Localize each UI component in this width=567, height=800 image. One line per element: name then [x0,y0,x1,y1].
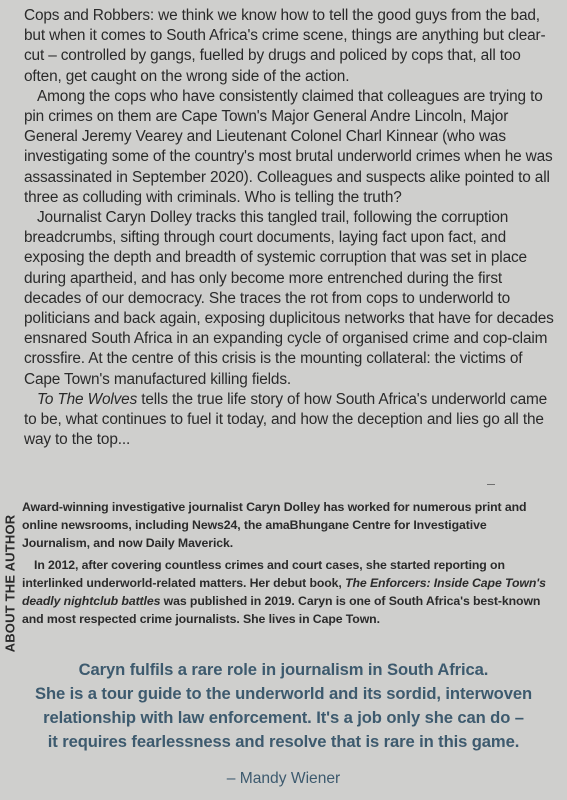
author-bio-paragraph-1: Award-winning investigative journalist Caryn Dolley has worked for numerous print and online newsrooms, including News24, the amaBhungane Centre for Investigative Journalism, and now Daily Maverick. [22,500,527,550]
about-author-label-text: ABOUT THE AUTHOR [2,514,18,652]
endorsement-quote [0,658,567,754]
section-divider [487,484,495,485]
author-bio-paragraph-2-end: was published in 2019. Caryn is one of South Africa's best-known and most respected crime journalists. She lives in Cape Town. [22,593,541,626]
quote-line-2: She is a tour guide to the underworld and its sordid, interwoven [35,684,532,703]
blurb-paragraph-1: Cops and Robbers: we think we know how to tell the good guys from the bad, but when it comes to South Africa's crime scene, things are anything but clear-cut – controlled by gangs, fuelled by drugs and policed by cops that, all too often, get caught on the wrong side of the action. [24,7,546,85]
book-blurb [24,6,554,450]
quote-line-1: Caryn fulfils a rare role in journalism in South Africa. [78,660,489,679]
blurb-paragraph-3: Journalist Caryn Dolley tracks this tangled trail, following the corruption breadcrumbs, sifting through court documents, laying fact upon fact, and exposing the depth and breadth of systemic corruption that was set in place during apartheid, and has only become more entrenched during the first decades of our democracy. She traces the rot from cops to underworld to politicians and back again, exposing duplicitous networks that have for decades ensnared South Africa in an expanding cycle of organised crime and cop-claim crossfire. At the centre of this crisis is the mounting collateral: the victims of Cape Town's manufactured killing fields. [24,209,554,388]
quote-line-4: it requires fearlessness and resolve that is rare in this game. [47,732,520,751]
blurb-paragraph-4 [24,390,554,451]
author-bio [22,499,552,629]
author-bio-paragraph-2-start: In 2012, after covering countless crimes and court cases, she started reporting on interlinked underworld-related matters. Her debut book, [22,558,505,591]
quote-line-3: relationship with law enforcement. It's a job only she can do – [43,708,524,727]
author-bio-paragraph-2 [22,557,552,628]
blurb-paragraph-2: Among the cops who have consistently claimed that colleagues are trying to pin crimes on them are Cape Town's Major General Andre Lincoln, Major General Jeremy Vearey and Lieutenant Colonel Charl Kinnear (who was investigating some of the country's most brutal underworld crimes when he was assassinated in September 2020). Colleagues and suspects alike pointed to all three as colluding with criminals. Who is telling the truth? [24,87,553,206]
book-title: To The Wolves [37,390,138,408]
debut-book-title: The Enforcers: Inside Cape Town's deadly nightclub battles [22,576,546,608]
blurb-paragraph-4-text: tells the true life story of how South Africa's underworld came to be, what continues to fuel it today, and how the deception and lies go all the way to the top... [24,390,548,449]
about-author-label [0,508,20,658]
quote-attribution: – Mandy Wiener [226,770,341,787]
